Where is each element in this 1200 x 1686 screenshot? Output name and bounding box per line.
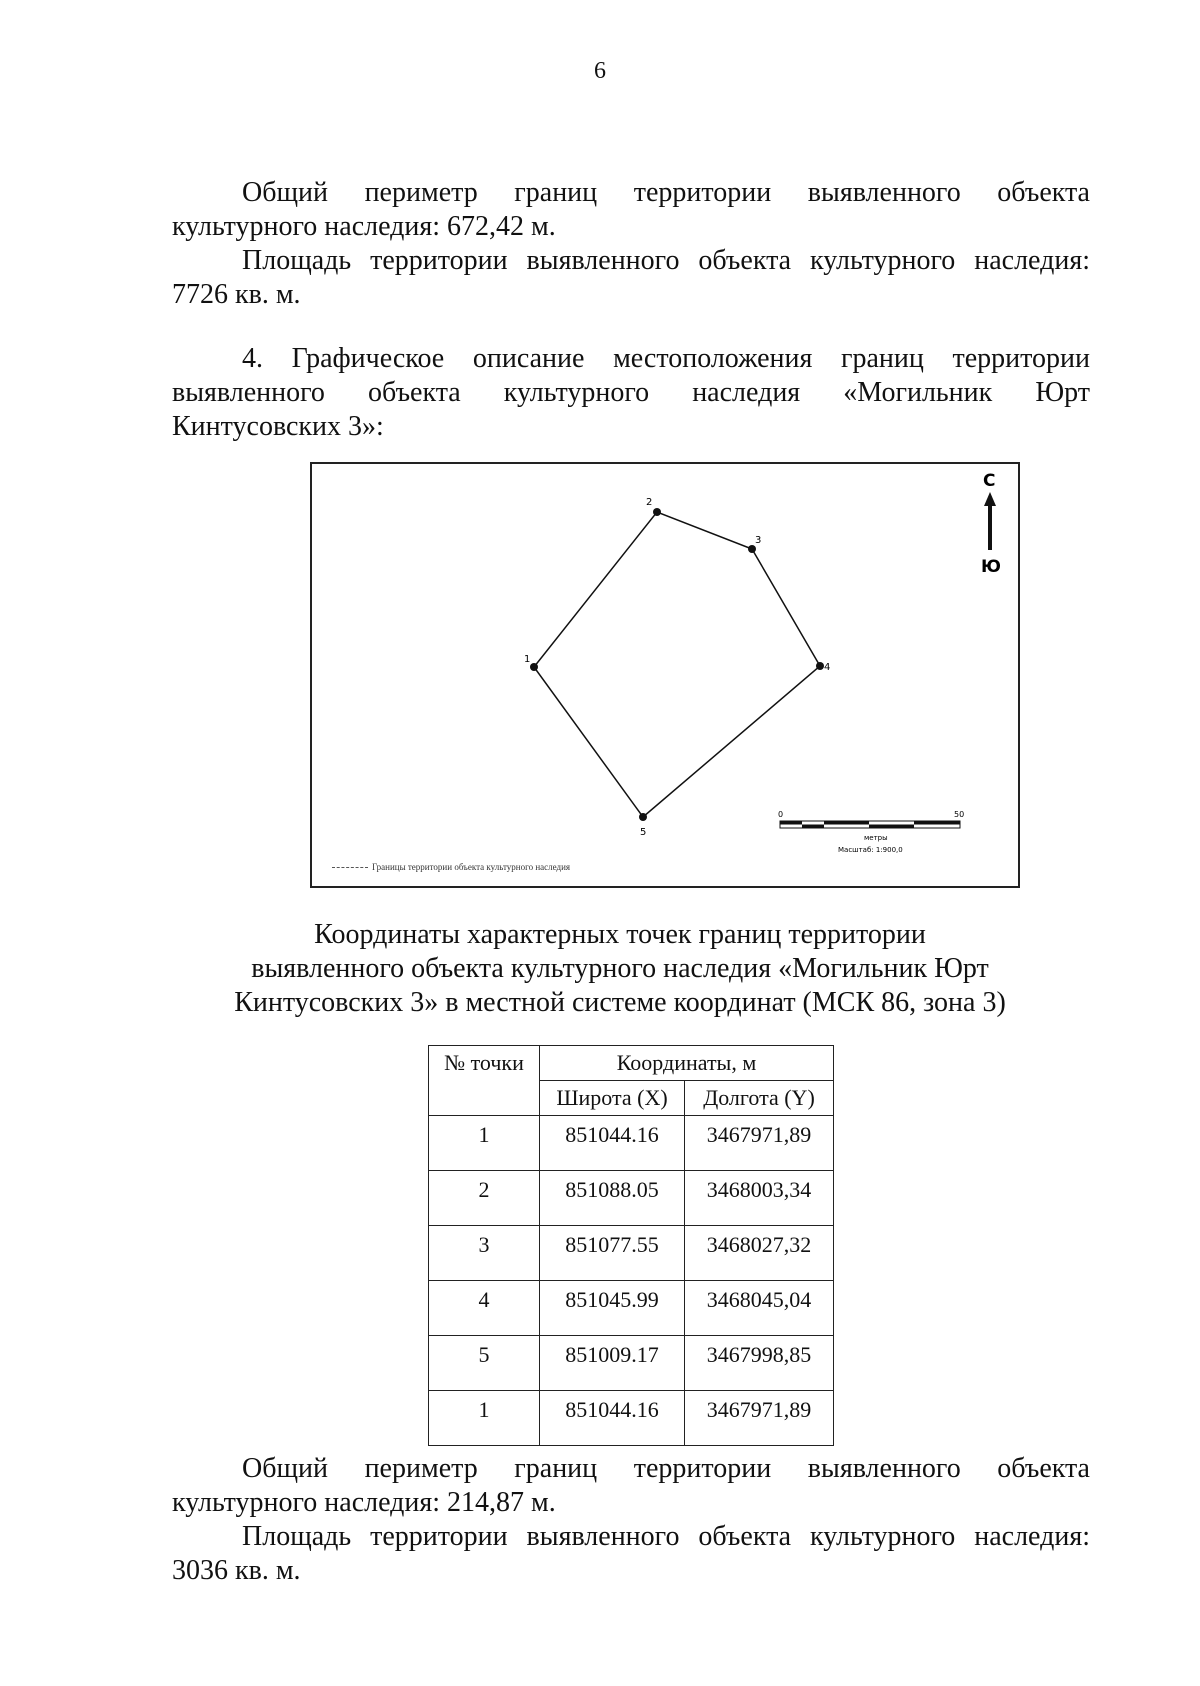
perimeter-b-line1: Общий периметр границ территории выявленного объекта [242,1453,1090,1484]
section4-line1: 4. Графическое описание местоположения границ территории [242,343,1090,374]
perimeter-b-line2: культурного наследия: 214,87 м. [172,1487,556,1518]
point-label-2: 2 [646,497,653,508]
south-label: Ю [981,557,1001,577]
legend-label: Границы территории объекта культурного наследия [372,862,571,872]
cell-x: 851045.99 [540,1281,685,1336]
cell-x: 851044.16 [540,1391,685,1446]
cell-y: 3467971,89 [685,1391,834,1446]
table-row [429,1226,834,1281]
caption-line3: Кинтусовских 3» в местной системе координат (МСК 86, зона 3) [234,987,1006,1018]
area-a-line1: Площадь территории выявленного объекта культурного наследия: [242,245,1090,276]
point-label-3: 3 [755,535,762,546]
cell-x: 851044.16 [540,1116,685,1171]
cell-point: 1 [429,1116,540,1171]
table-row [429,1336,834,1391]
cell-y: 3468003,34 [685,1171,834,1226]
boundary-polygon [534,512,820,817]
boundary-map [310,462,1020,888]
section4-line2: выявленного объекта культурного наследия «Могильник Юрт [172,377,1090,408]
point-label-5: 5 [640,827,647,838]
header-point: № точки [429,1046,540,1116]
point-marker-2 [653,508,661,516]
cell-y: 3468027,32 [685,1226,834,1281]
area-paragraph-a [172,244,1090,312]
point-label-1: 1 [524,654,531,665]
table-row [429,1116,834,1171]
page-number: 6 [594,58,606,84]
cell-point: 5 [429,1336,540,1391]
scale-end: 50 [954,810,965,819]
cell-point: 1 [429,1391,540,1446]
north-label: С [983,471,996,491]
coordinates-table [428,1045,834,1446]
area-b-line1: Площадь территории выявленного объекта культурного наследия: [242,1521,1090,1552]
area-b-line2: 3036 кв. м. [172,1555,301,1586]
scale-start: 0 [778,810,784,819]
table-caption [200,918,1040,1020]
area-a-line2: 7726 кв. м. [172,279,301,310]
legend-swatch [332,867,368,868]
perimeter-paragraph-a [172,176,1090,244]
cell-x: 851077.55 [540,1226,685,1281]
cell-point: 2 [429,1171,540,1226]
map-legend [332,862,570,872]
scale-text: Масштаб: 1:900,0 [838,846,903,854]
perimeter-a-line2: культурного наследия: 672,42 м. [172,211,556,242]
point-marker-1 [530,663,538,671]
header-lat: Широта (X) [540,1081,685,1116]
cell-y: 3467971,89 [685,1116,834,1171]
boundary-map-svg [312,464,1018,886]
section4-paragraph [172,342,1090,444]
table-row [429,1281,834,1336]
table-row [429,1171,834,1226]
perimeter-paragraph-b [172,1452,1090,1520]
cell-y: 3467998,85 [685,1336,834,1391]
header-lon: Долгота (Y) [685,1081,834,1116]
cell-x: 851088.05 [540,1171,685,1226]
area-paragraph-b [172,1520,1090,1588]
point-label-4: 4 [824,662,831,673]
cell-point: 4 [429,1281,540,1336]
point-marker-3 [748,545,756,553]
cell-x: 851009.17 [540,1336,685,1391]
header-coords: Координаты, м [540,1046,834,1081]
section4-line3: Кинтусовских 3»: [172,411,384,442]
perimeter-a-line1: Общий периметр границ территории выявленного объекта [242,177,1090,208]
caption-line2: выявленного объекта культурного наследия «Могильник Юрт [251,953,989,984]
scale-unit: метры [864,834,888,842]
caption-line1: Координаты характерных точек границ территории [314,919,926,950]
cell-point: 3 [429,1226,540,1281]
north-arrow-head [984,492,996,506]
point-marker-4 [816,662,824,670]
table-row [429,1391,834,1446]
point-marker-5 [639,813,647,821]
cell-y: 3468045,04 [685,1281,834,1336]
